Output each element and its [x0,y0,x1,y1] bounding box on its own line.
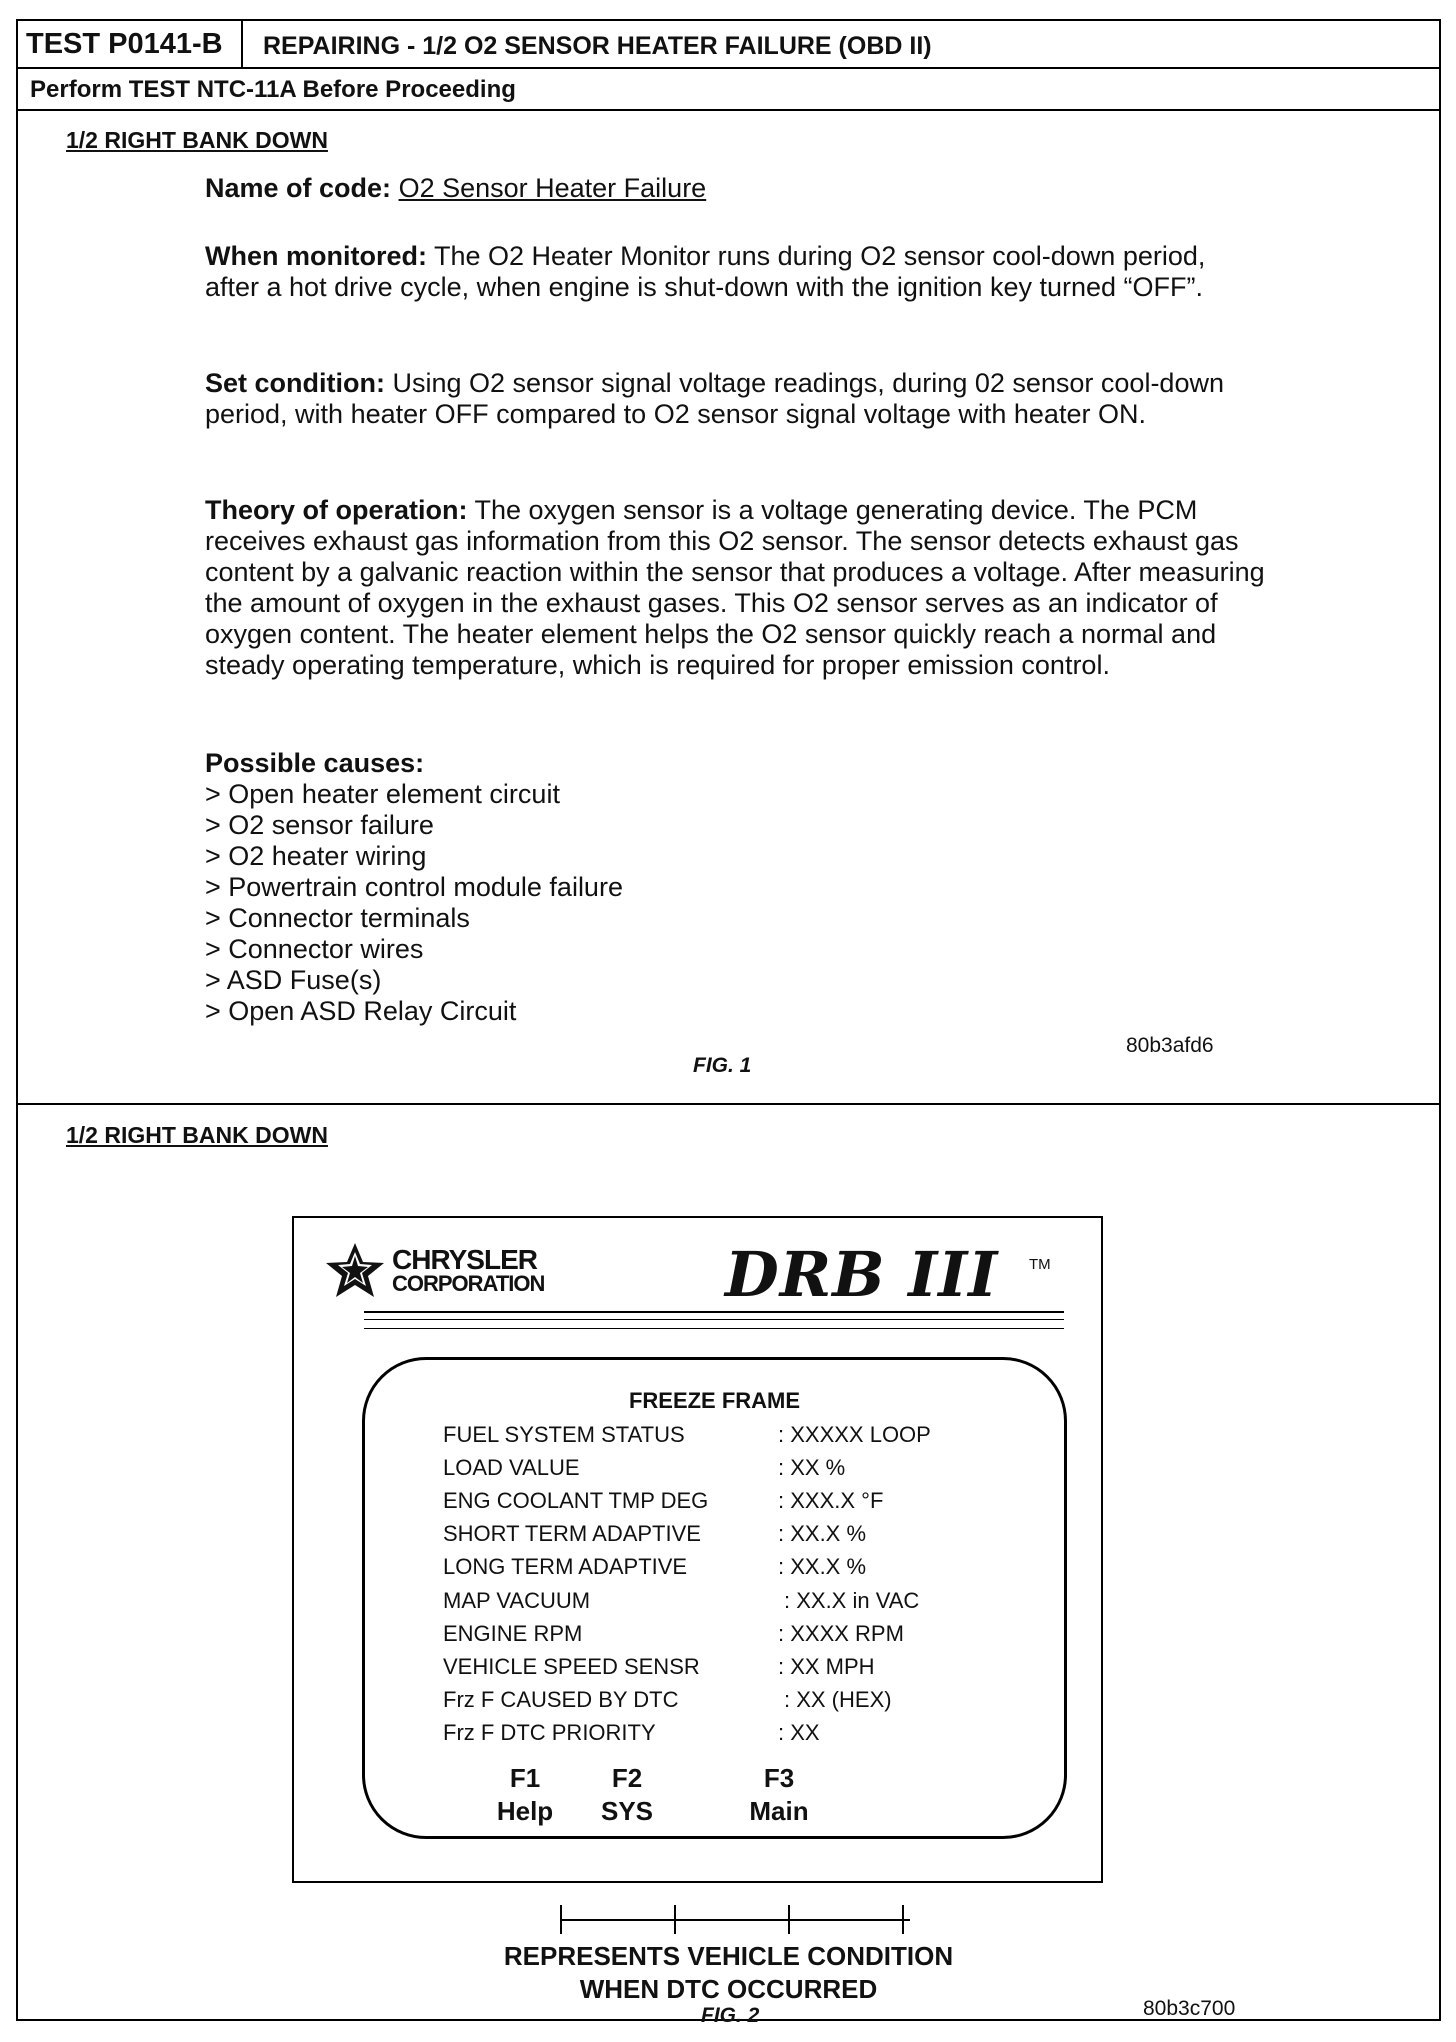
test-page [16,19,1441,2021]
theory-of-operation [205,495,1265,681]
theory-text: The oxygen sensor is a voltage generating device. The PCM receives exhaust gas information from this O2 sensor. The sensor detects exhaust gas content by a galvanic reaction within the sensor that produces a voltage. After measuring the amount of oxygen in the exhaust gases. This O2 sensor serves as an indicator of oxygen content. The heater element helps the O2 sensor quickly reach a normal and steady operating temperature, which is required for proper emission control. [205,495,1265,680]
param-value: : XX (HEX) [784,1687,892,1712]
param-value: : XXXX RPM [778,1621,904,1646]
header-rule [364,1311,1064,1313]
param-name: FUEL SYSTEM STATUS [443,1422,685,1447]
freeze-frame-screen [362,1357,1067,1839]
set-condition-label: Set condition: [205,368,385,398]
cause-item: > O2 sensor failure [205,810,434,840]
param-name: ENG COOLANT TMP DEG [443,1488,709,1513]
f2-key-label: SYS [600,1796,654,1826]
caption-line-2: WHEN DTC OCCURRED [579,1974,878,2004]
param-value: : XX.X % [778,1554,867,1579]
name-of-code [205,173,1265,204]
fig2-section-label: 1/2 RIGHT BANK DOWN [66,1122,328,1148]
param-value: : XX MPH [778,1654,875,1679]
caption-line-1: REPRESENTS VEHICLE CONDITION [503,1941,954,1971]
param-value: : XXX.X °F [778,1488,884,1513]
cause-item: > O2 heater wiring [205,841,427,871]
cause-item: > Connector wires [205,934,424,964]
param-value: : XXXXX LOOP [778,1422,931,1447]
pentastar-logo-icon [324,1242,386,1298]
indicator-tick [788,1905,790,1934]
param-name: Frz F DTC PRIORITY [443,1720,656,1745]
f1-key[interactable] [485,1762,565,1828]
f1-key-name: F1 [509,1763,541,1793]
theory-label: Theory of operation: [205,495,468,525]
test-title: REPAIRING - 1/2 O2 SENSOR HEATER FAILURE (OBD II) [263,32,932,60]
param-value: : XX % [778,1455,846,1480]
f2-key[interactable] [587,1762,667,1828]
name-of-code-label: Name of code: [205,173,392,203]
name-of-code-value: O2 Sensor Heater Failure [398,173,707,203]
f2-key-name: F2 [611,1763,643,1793]
drb-device-display [292,1216,1103,1883]
param-name: LONG TERM ADAPTIVE [443,1554,688,1579]
header-row [18,21,1439,69]
indicator-tick [560,1905,562,1934]
f3-key-name: F3 [763,1763,795,1793]
possible-causes [205,748,1265,1027]
f1-key-label: Help [496,1796,554,1826]
screen-title: FREEZE FRAME [628,1388,801,1413]
device-title: DRB III [725,1238,999,1311]
possible-causes-label: Possible causes: [205,748,425,778]
causes-list [205,779,1265,1027]
trademark: TM [1029,1256,1051,1273]
prerequisite-note: Perform TEST NTC-11A Before Proceeding [18,69,1439,111]
fig1-label: FIG. 1 [693,1054,752,1077]
param-value: : XX.X % [778,1521,867,1546]
f3-key-label: Main [749,1796,809,1826]
param-value: : XX [778,1720,820,1745]
param-name: LOAD VALUE [443,1455,580,1480]
cause-item: > Open ASD Relay Circuit [205,996,517,1026]
header-rule [364,1319,1064,1320]
cause-item: > Open heater element circuit [205,779,560,809]
when-monitored-label: When monitored: [205,241,427,271]
fig2-code: 80b3c700 [1143,1997,1236,2020]
param-value: : XX.X in VAC [784,1588,920,1613]
brand-line-1: CHRYSLER [392,1244,537,1275]
indicator-line [560,1919,910,1921]
f3-key[interactable] [734,1762,824,1828]
section-divider [18,1103,1439,1105]
cause-item: > ASD Fuse(s) [205,965,382,995]
param-name: VEHICLE SPEED SENSR [443,1654,700,1679]
cause-item: > Connector terminals [205,903,470,933]
fig1-code: 80b3afd6 [1126,1034,1214,1057]
set-condition-text: Using O2 sensor signal voltage readings, during 02 sensor cool-down period, with heater OFF compared to O2 sensor signal voltage with heater ON. [205,368,1224,429]
fig1-section-label: 1/2 RIGHT BANK DOWN [66,127,328,153]
param-name: Frz F CAUSED BY DTC [443,1687,679,1712]
indicator-tick [674,1905,676,1934]
brand-line-2: CORPORATION [392,1271,545,1296]
cause-item: > Powertrain control module failure [205,872,623,902]
param-name: ENGINE RPM [443,1621,583,1646]
brand-name [392,1244,545,1296]
indicator-tick [902,1905,904,1934]
when-monitored-text: The O2 Heater Monitor runs during O2 sensor cool-down period, after a hot drive cycle, when engine is shut-down with the ignition key turned “OFF”. [205,241,1206,302]
param-name: SHORT TERM ADAPTIVE [443,1521,701,1546]
fig2-label: FIG. 2 [701,2004,760,2027]
test-id: TEST P0141-B [18,21,243,67]
param-name: MAP VACUUM [443,1588,591,1613]
set-condition [205,368,1265,430]
header-rule [364,1328,1064,1329]
when-monitored [205,241,1265,303]
